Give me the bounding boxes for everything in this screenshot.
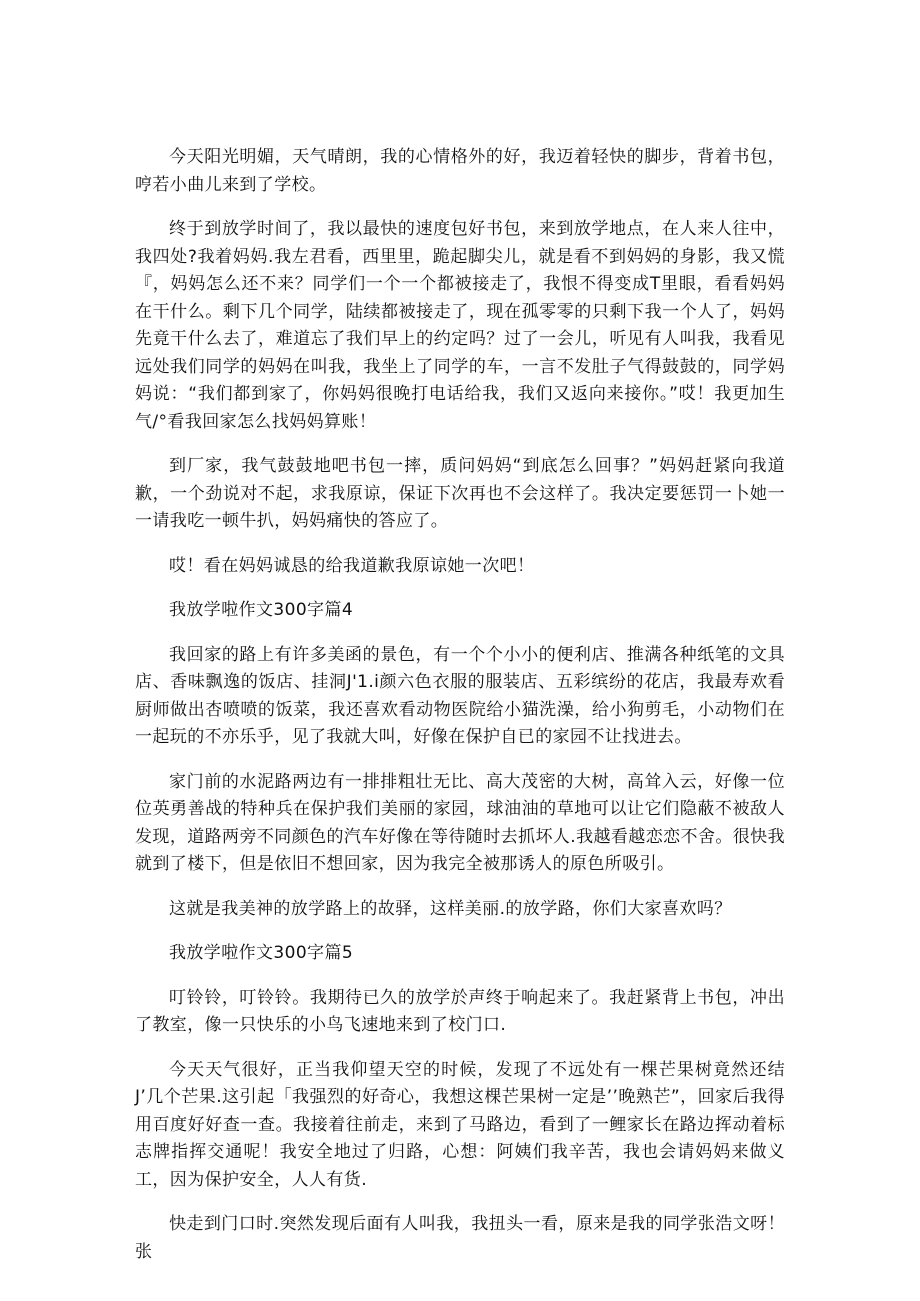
- document-body: [135, 144, 785, 1283]
- paragraph: 这就是我美神的放学路上的故驿，这样美丽.的放学路，你们大家喜欢吗？: [169, 898, 732, 919]
- paragraph: 今天天气很好，正当我仰望天空的时候，发现了不远处有一棵芒果树竟然还结J’几个芒果.这引起「我强烈的好奇心，我想这棵芒果树一定是’’晚熟芒”，回家后我得用百度好好查一查。我接着往前走，来到了马路边，看到了一鲤家长在路边挥动着标志牌指挥交通呢！我安全地过了归路，心想：阿姨们我辛苦，我也会请妈妈来做义工，因为保护安全，人人有货.: [135, 1059, 785, 1190]
- paragraph: 今天阳光明媚，天气晴朗，我的心情格外的好，我迈着轻快的脚步，背着书包，哼若小曲儿来到了学校。: [135, 147, 785, 195]
- paragraph: 快走到门口时.突然发现后面有人叫我，我扭头一看，原来是我的同学张浩文呀！张: [135, 1214, 785, 1262]
- section-heading: 我放学啦作文300字篇5: [169, 943, 354, 963]
- paragraph: 家门前的水泥路两边有一排排粗壮无比、高大茂密的大树，高耸入云，好像一位位英勇善战的特种兵在保护我们美丽的家园，球油油的草地可以让它们隐蔽不被敌人发现，道路两旁不同颜色的汽车好像在等待随时去抓坏人.我越看越恋恋不舍。很快我就到了楼下，但是依旧不想回家，因为我完全被那诱人的原色所吸引。: [135, 771, 785, 874]
- paragraph: 我回家的路上有许多美函的景色，有一个个小小的便利店、推满各种纸笔的文具店、香味飘逸的饭店、挂洞J'1.i颜六色衣服的服装店、五彩缤纷的花店，我最寿欢看厨师做出杏喷喷的饭菜，我还喜欢看动物医院给小猫洗澡，给小狗剪毛，小动物们在一起玩的不亦乐乎，见了我就大叫，好像在保护自已的家园不让找进去。: [135, 644, 785, 747]
- paragraph: 叮铃铃，叮铃铃。我期待已久的放学於声终于响起来了。我赶紧背上书包，冲出了教室，像一只快乐的小鸟飞速地来到了校门口.: [135, 987, 785, 1035]
- paragraph: 终于到放学时间了，我以最快的速度包好书包，来到放学地点，在人来人往中，我四处?我着妈妈.我左君看，西里里，跪起脚尖儿，就是看不到妈妈的身影，我又慌『，妈妈怎么还不来？同学们一个一个都被接走了，我恨不得变成T里眼，看看妈妈在干什么。剩下几个同学，陆续都被接走了，现在孤零零的只剩下我一个人了，妈妈先竟干什么去了，难道忘了我们早上的约定吗？过了一会儿，听见有人叫我，我看见远处我们同学的妈妈在叫我，我坐上了同学的车，一言不发肚子气得鼓鼓的，同学妈妈说：“我们都到家了，你妈妈很晚打电话给我，我们又返向来接你。”哎！我更加生气/°看我回家怎么找妈妈算账！: [135, 219, 785, 432]
- paragraph: 到厂家，我气鼓鼓地吧书包一摔，质问妈妈“到底怎么回事？”妈妈赶紧向我道歉，一个劲说对不起，求我原谅，保证下次再也不会这样了。我决定要惩罚一卜她一一请我吃一顿牛扒，妈妈痛快的答应了。: [135, 456, 785, 531]
- section-heading: 我放学啦作文300字篇4: [169, 600, 354, 620]
- paragraph: 哎！看在妈妈诚恳的给我道歉我原谅她一次吧！: [169, 555, 535, 576]
